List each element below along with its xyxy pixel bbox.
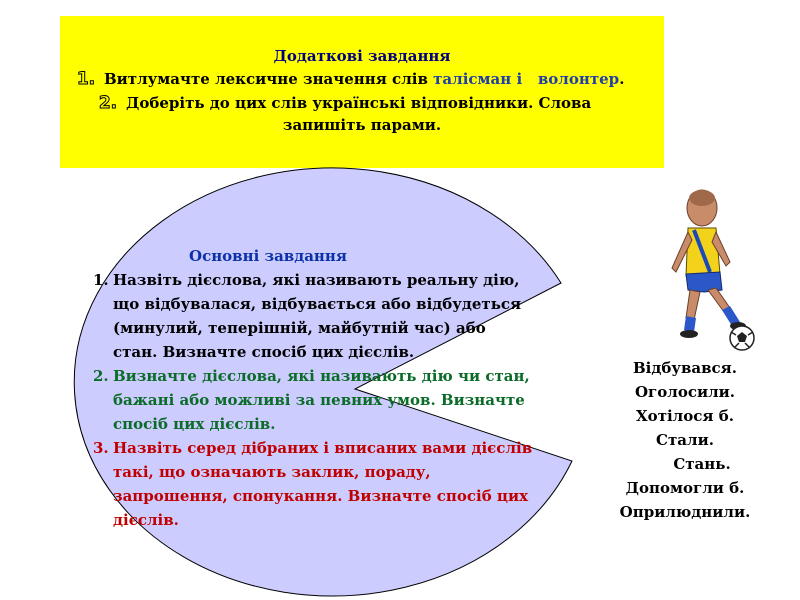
main-task-3 (93, 436, 533, 532)
additional-task-1-number: 1. (76, 69, 96, 89)
additional-task-1-text: Витлумачте лексичне значення слів (104, 70, 434, 88)
main-task-2-text: Визначте дієслова, які називають дію чи стан, бажані або можливі за певних умов. Визначте спосіб цих дієслів. (113, 367, 530, 433)
verb-item: Оголосили. (634, 383, 736, 401)
main-task-1-number: 1. (93, 271, 109, 289)
football-player-icon (650, 186, 760, 356)
main-task-3-text: Назвіть серед дібраних і вписаних вами дієслів такі, що означають заклик, пораду, запрошення, спонукання. Визначте спосіб цих дієслів. (113, 439, 533, 529)
word-talisman: талісман (433, 70, 512, 88)
main-task-2-number: 2. (93, 367, 109, 385)
verb-item: Відбувався. (633, 359, 737, 377)
main-tasks-title: Основні завдання (189, 247, 347, 265)
main-tasks (93, 244, 533, 532)
main-task-3-number: 3. (93, 439, 109, 457)
main-task-1 (93, 268, 533, 364)
additional-task-2-continuation: запишіть парами. (282, 116, 442, 134)
word-joiner: і (511, 70, 538, 88)
verb-item: Хотілося б. (636, 407, 734, 425)
word-volunteer: волонтер (537, 70, 620, 88)
verbs-list (600, 356, 770, 524)
verb-item: Стали. (656, 431, 714, 449)
main-task-2 (93, 364, 533, 436)
verb-item: Стань. (673, 455, 731, 473)
soccer-ball-icon (730, 326, 754, 350)
additional-task-1-end: . (619, 70, 625, 88)
verb-item: Оприлюднили. (619, 503, 751, 521)
additional-task-2-number: 2. (98, 93, 118, 113)
additional-task-2-text: Доберіть до цих слів українські відповідники. Слова (126, 94, 592, 112)
main-task-1-text: Назвіть дієслова, які називають реальну дію, що відбувалася, відбувається або відбудеться (минулий, теперішній, майбутній час) або стан. Визначте спосіб цих дієслів. (113, 271, 522, 361)
additional-tasks-title: Додаткові завдання (273, 47, 451, 65)
verb-item: Допомогли б. (625, 479, 745, 497)
